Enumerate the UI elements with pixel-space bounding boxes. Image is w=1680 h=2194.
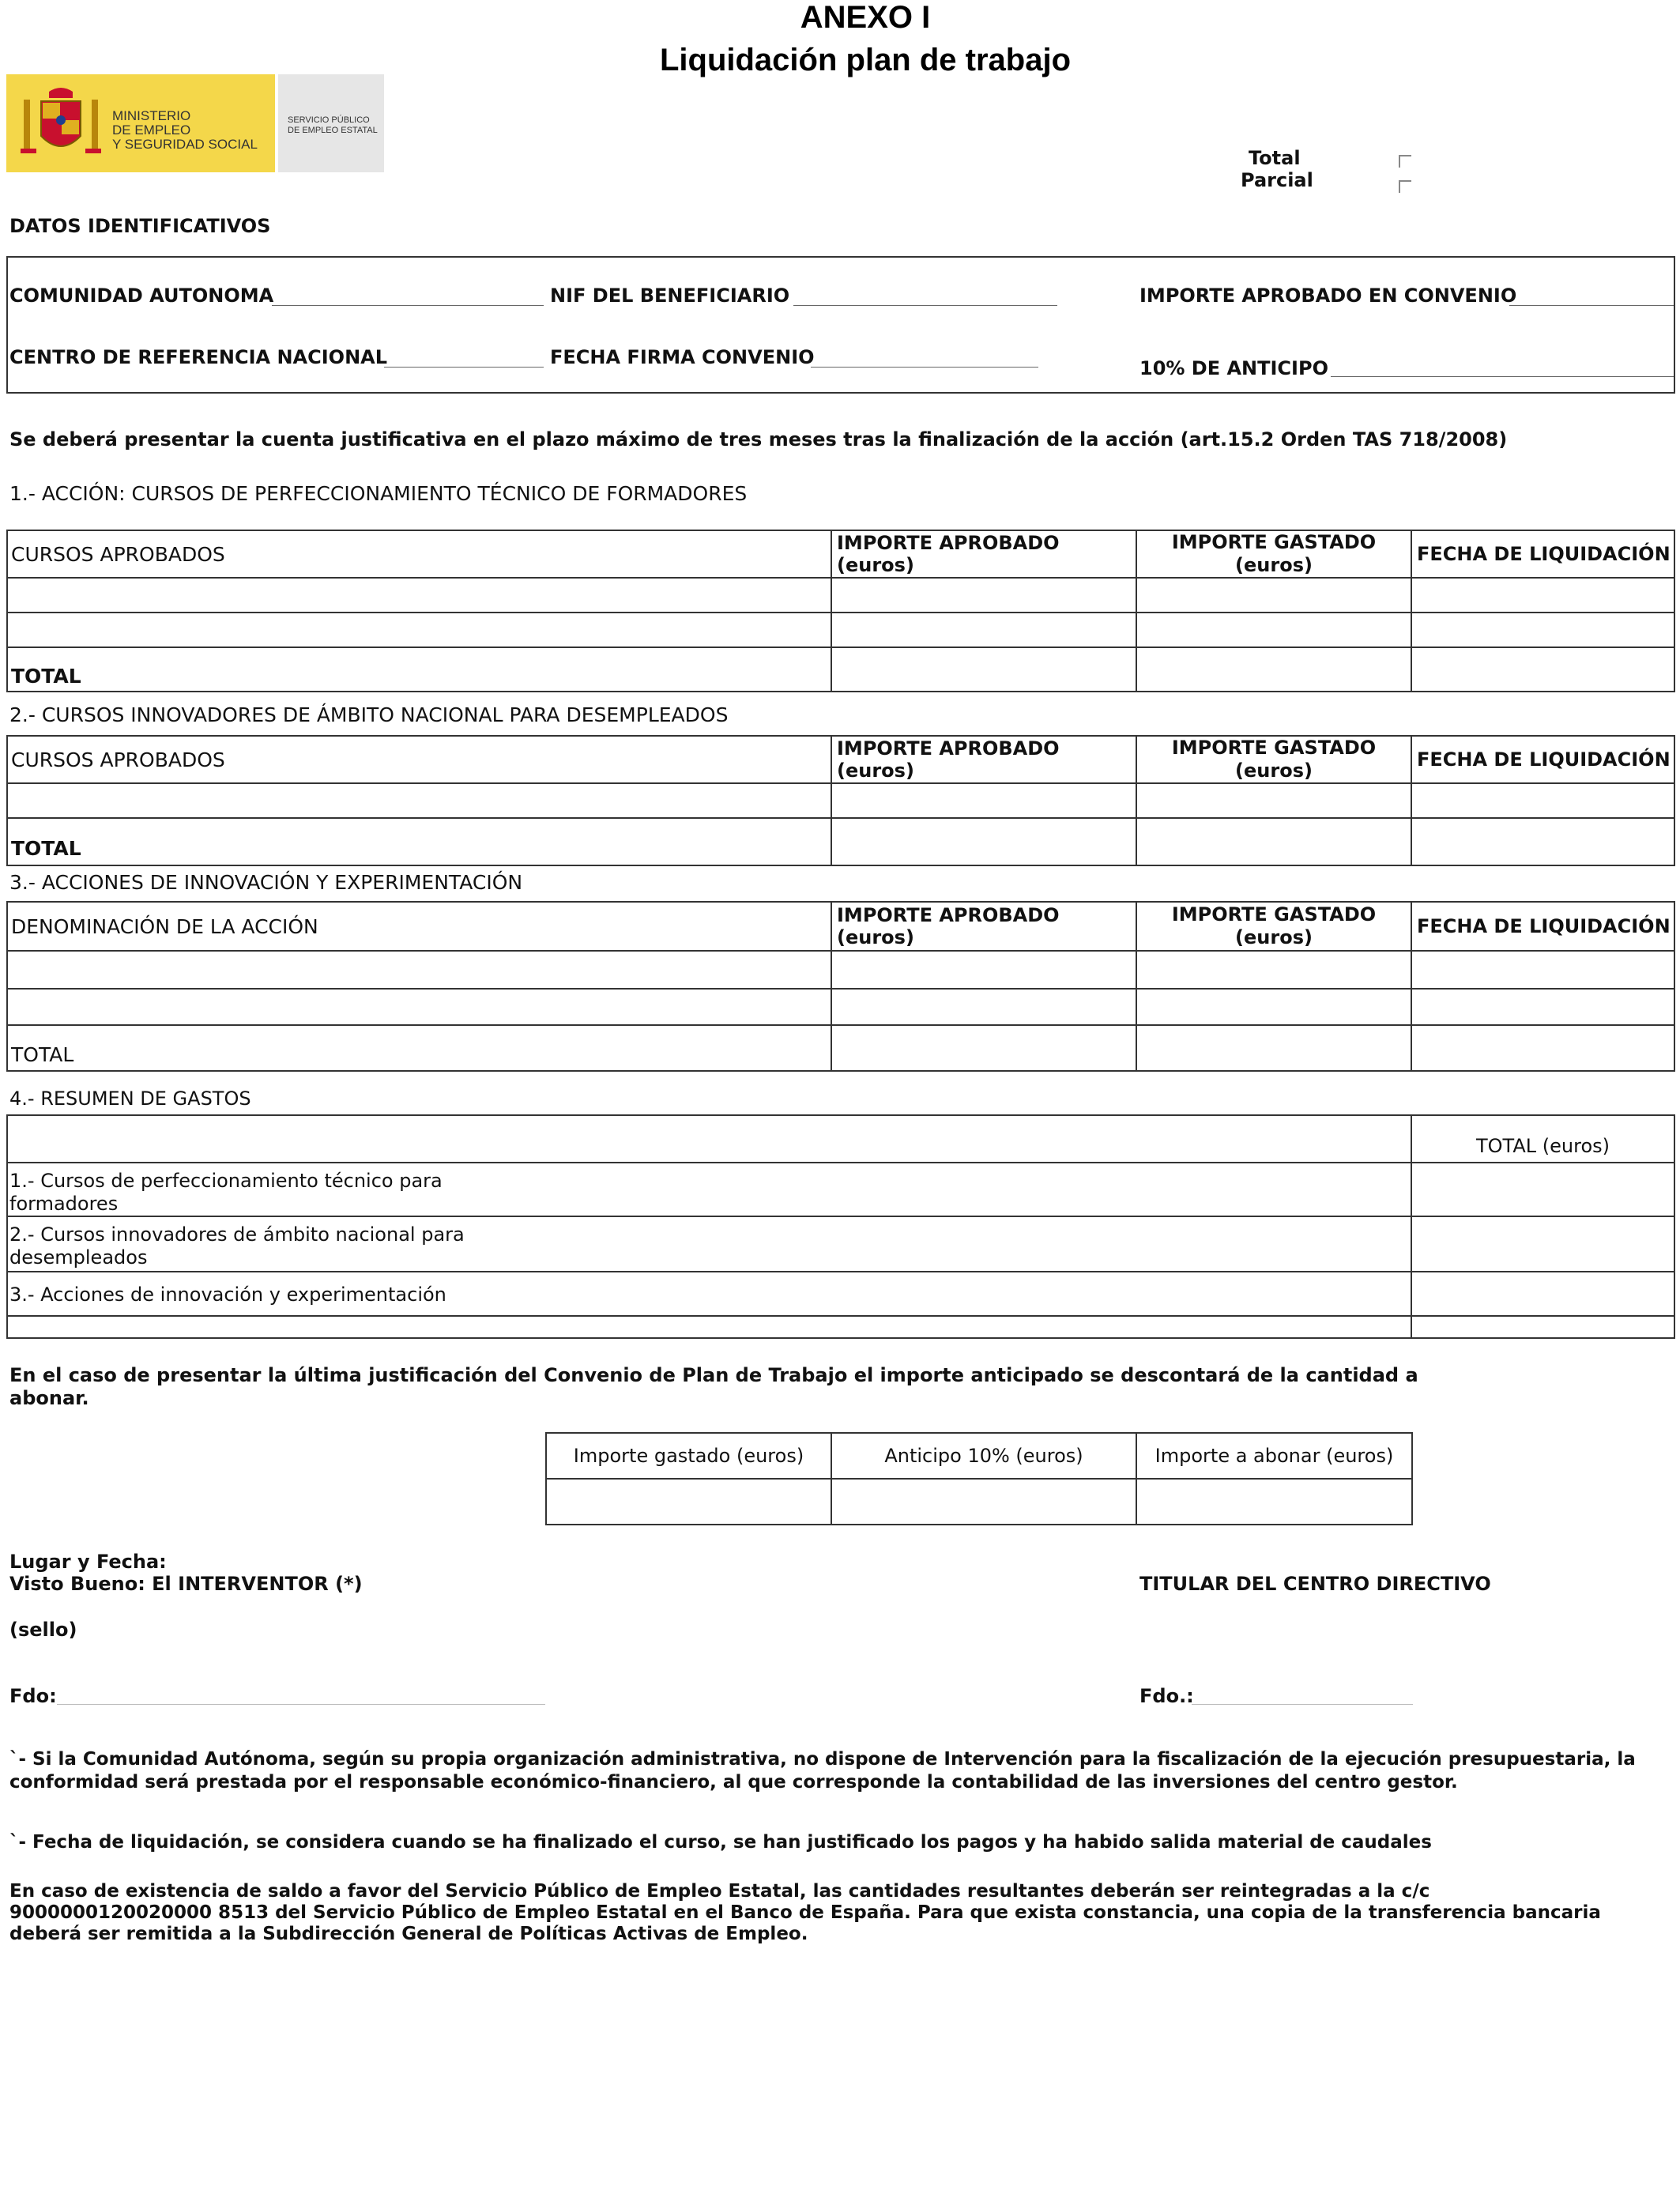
section4-row1 <box>9 1170 443 1216</box>
approved-amount-label: IMPORTE APROBADO EN CONVENIO <box>1139 285 1517 307</box>
footnote-refund <box>9 1881 1601 1945</box>
seal-label: (sello) <box>9 1619 77 1641</box>
final-note-line2: abonar. <box>9 1387 89 1409</box>
section2-header-approved-amount: IMPORTE APROBADO (euros) <box>837 737 1060 782</box>
document-subtitle: Liquidación plan de trabajo <box>659 43 1072 77</box>
identification-section-title: DATOS IDENTIFICATIVOS <box>9 215 271 237</box>
section1-total-label: TOTAL <box>11 664 81 688</box>
balance-header-spent: Importe gastado (euros) <box>573 1444 804 1467</box>
total-option-label: Total <box>1249 147 1301 169</box>
signature-date-label: FECHA FIRMA CONVENIO <box>550 346 815 368</box>
section3-header-spent-line2: (euros) <box>1235 926 1313 948</box>
footnote-intervention-line2: conformidad será prestada por el responsable económico-financiero, al que corresponde la contabilidad de las inversiones del centro gestor. <box>9 1772 1458 1793</box>
deadline-note: Se deberá presentar la cuenta justificativa en el plazo máximo de tres meses tras la finalización de la acción (art.15.2 Orden TAS 718/2008) <box>9 428 1508 450</box>
section2-header-spent-line2: (euros) <box>1235 760 1313 782</box>
section1-title: 1.- ACCIÓN: CURSOS DE PERFECCIONAMIENTO TÉCNICO DE FORMADORES <box>9 482 748 505</box>
section2-header-spent-amount <box>1137 737 1411 782</box>
footnote-intervention <box>9 1748 1636 1794</box>
section3-header-spent-line1: IMPORTE GASTADO <box>1171 903 1377 925</box>
reference-center-field[interactable] <box>384 367 544 368</box>
ministry-name-line: Y SEGURIDAD SOCIAL <box>112 137 258 152</box>
section2-total-label: TOTAL <box>11 836 81 860</box>
service-name-line: SERVICIO PÚBLICO <box>288 115 370 125</box>
section4-title: 4.- RESUMEN DE GASTOS <box>9 1088 251 1110</box>
nif-field[interactable] <box>793 305 1057 306</box>
section2-title: 2.- CURSOS INNOVADORES DE ÁMBITO NACIONAL PARA DESEMPLEADOS <box>9 703 729 726</box>
section3-header-spent-amount <box>1137 903 1411 950</box>
section3-header-action-name: DENOMINACIÓN DE LA ACCIÓN <box>11 914 318 938</box>
place-date-label: Lugar y Fecha: <box>9 1551 167 1573</box>
nif-label: NIF DEL BENEFICIARIO <box>550 285 790 307</box>
section1-header-courses: CURSOS APROBADOS <box>11 542 225 566</box>
total-checkbox[interactable] <box>1399 155 1411 168</box>
signed-right-label: Fdo.: <box>1139 1685 1194 1707</box>
footnote-refund-line1: En caso de existencia de saldo a favor del Servicio Público de Empleo Estatal, las cantidades resultantes deberán ser reintegradas a la c/c <box>9 1881 1430 1902</box>
signature-date-field[interactable] <box>811 367 1038 368</box>
section1-header-approved-amount: IMPORTE APROBADO (euros) <box>837 532 1060 576</box>
section4-row3: 3.- Acciones de innovación y experimentación <box>9 1284 446 1306</box>
footnote-refund-line3: deberá ser remitida a la Subdirección General de Políticas Activas de Empleo. <box>9 1924 808 1944</box>
section4-row1-line2: formadores <box>9 1193 119 1215</box>
section4-row2-line2: desempleados <box>9 1246 148 1269</box>
identification-box <box>6 256 1675 394</box>
section1-header-spent-amount <box>1137 531 1411 577</box>
community-label: COMUNIDAD AUTONOMA <box>9 285 274 307</box>
approved-amount-field[interactable] <box>1509 305 1674 306</box>
document-title: ANEXO I <box>800 0 931 35</box>
footnote-settlement-date: `- Fecha de liquidación, se considera cuando se ha finalizado el curso, se han justificado los pagos y ha habido salida material de caudales <box>9 1832 1432 1853</box>
section1-header-spent-line1: IMPORTE GASTADO <box>1171 531 1377 553</box>
final-note <box>9 1364 1418 1410</box>
section3-total-label: TOTAL <box>11 1042 74 1066</box>
community-field[interactable] <box>272 305 544 306</box>
approval-label: Visto Bueno: El INTERVENTOR (*) <box>9 1573 363 1595</box>
section4-total-header: TOTAL (euros) <box>1476 1134 1610 1157</box>
ministry-name-line: DE EMPLEO <box>112 123 191 138</box>
advance-field[interactable] <box>1331 376 1674 377</box>
section3-header-settlement-date: FECHA DE LIQUIDACIÓN <box>1417 915 1671 937</box>
reference-center-label: CENTRO DE REFERENCIA NACIONAL <box>9 346 388 368</box>
section2-header-spent-line1: IMPORTE GASTADO <box>1171 737 1377 759</box>
section2-header-courses: CURSOS APROBADOS <box>11 748 225 771</box>
footnote-refund-line2: 9000000120020000 8513 del Servicio Público de Empleo Estatal en el Banco de España. Para que exista constancia, una copia de la transferencia bancaria <box>9 1902 1601 1923</box>
advance-label: 10% DE ANTICIPO <box>1139 357 1328 379</box>
director-label: TITULAR DEL CENTRO DIRECTIVO <box>1139 1573 1491 1595</box>
section3-header-approved-amount: IMPORTE APROBADO (euros) <box>837 904 1060 948</box>
footnote-intervention-line1: `- Si la Comunidad Autónoma, según su propia organización administrativa, no dispone de Intervención para la fiscalización de la ejecución presupuestaria, la <box>9 1749 1636 1770</box>
final-note-line1: En el caso de presentar la última justificación del Convenio de Plan de Trabajo el importe anticipado se descontará de la cantidad a <box>9 1364 1418 1386</box>
signature-left-line[interactable] <box>57 1704 545 1705</box>
section4-row2 <box>9 1223 465 1269</box>
coat-of-arms-icon <box>17 84 104 166</box>
section1-header-settlement-date: FECHA DE LIQUIDACIÓN <box>1417 543 1671 565</box>
signed-left-label: Fdo: <box>9 1685 57 1707</box>
ministry-logo <box>6 74 384 172</box>
section4-row2-line1: 2.- Cursos innovadores de ámbito nacional para <box>9 1223 465 1246</box>
service-name-line: DE EMPLEO ESTATAL <box>288 126 378 135</box>
section1-header-spent-line2: (euros) <box>1235 554 1313 576</box>
ministry-name-line: MINISTERIO <box>112 108 191 123</box>
partial-checkbox[interactable] <box>1399 180 1411 193</box>
partial-option-label: Parcial <box>1241 169 1313 191</box>
signature-right-line[interactable] <box>1192 1704 1413 1705</box>
balance-header-advance: Anticipo 10% (euros) <box>884 1444 1083 1467</box>
balance-header-to-pay: Importe a abonar (euros) <box>1155 1444 1394 1467</box>
section2-header-settlement-date: FECHA DE LIQUIDACIÓN <box>1417 748 1671 771</box>
section4-row1-line1: 1.- Cursos de perfeccionamiento técnico para <box>9 1170 443 1192</box>
section3-title: 3.- ACCIONES DE INNOVACIÓN Y EXPERIMENTACIÓN <box>9 871 523 894</box>
